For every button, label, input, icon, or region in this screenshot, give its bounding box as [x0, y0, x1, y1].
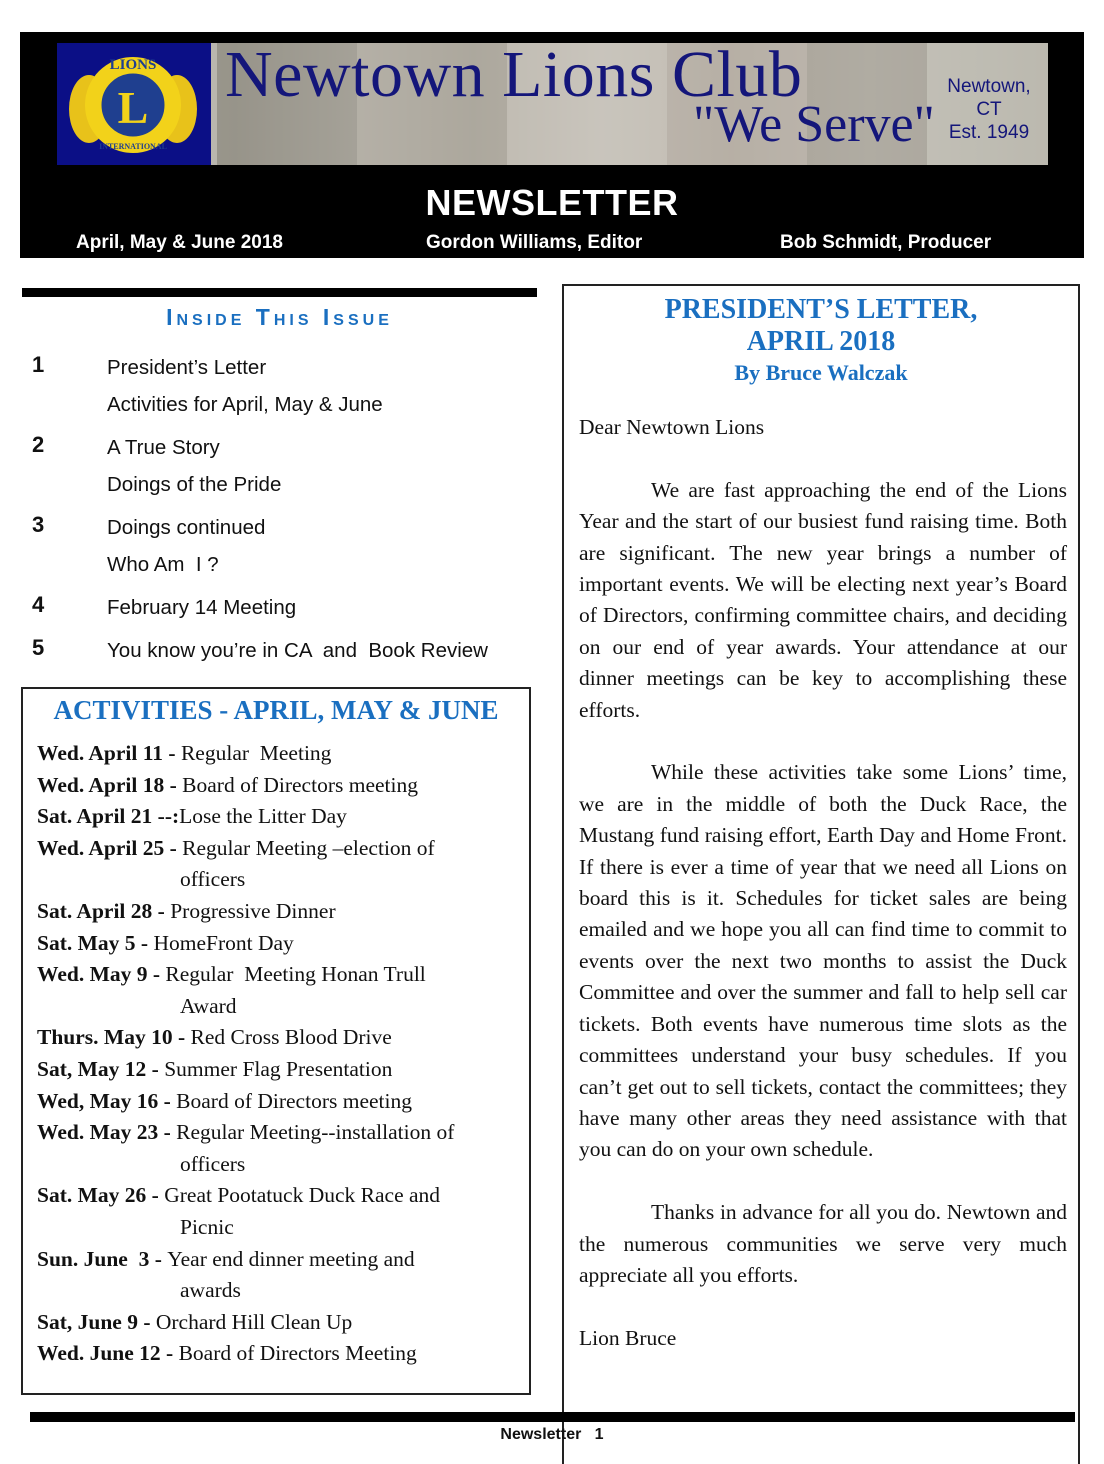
page-number: 1 — [594, 1426, 604, 1443]
activity-description: Great Pootatuck Duck Race and — [164, 1183, 441, 1208]
inside-issue-title: Inside This Issue — [166, 304, 393, 330]
activity-date: Wed. May 23 — [37, 1120, 159, 1145]
activities-title: ACTIVITIES - APRIL, MAY & JUNE — [53, 695, 499, 725]
activity-date: Wed. May 9 — [37, 962, 148, 987]
activity-separator: - — [164, 772, 183, 797]
toc-entry[interactable] — [32, 635, 537, 672]
toc-page-number: 5 — [32, 635, 45, 660]
activity-item — [37, 1307, 529, 1339]
activity-date: Sun. June 3 — [37, 1246, 150, 1271]
activity-separator: - — [160, 1341, 179, 1366]
toc-page-number: 4 — [32, 592, 45, 617]
banner-image — [57, 43, 1048, 165]
toc-item[interactable]: February 14 Meeting — [107, 596, 297, 619]
activity-date: Wed. April 18 — [37, 772, 165, 797]
letter-paragraph: While these activities take some Lions’ time, we are in the middle of both the Duck Race, the Mustang fund raising effort, Earth Day and Home Front. If there is ever a time of year that we need all Lions on board this is it. Schedules for ticket sales are being emailed and we hope you all can find time to commit to events over the next two months to assist the Duck Committee and over the summer and fall to help sell car tickets. Both events have numerous time slots as the committees understand your busy schedules. If you can’t get out to sell tickets, contact the committees; they have many other areas they need assistance with that you can do on your own schedule. — [579, 760, 1067, 1162]
location-town: Newtown, — [947, 76, 1031, 97]
editor-credit: Gordon Williams, Editor — [426, 232, 643, 253]
activity-date: Sat. April 21 — [37, 804, 153, 829]
activity-separator: - — [163, 741, 181, 765]
activity-description-continued: officers — [180, 867, 246, 892]
letter-paragraph: We are fast approaching the end of the Lions Year and the start of our busiest fund raising time. Both are significant. The new year brings a number of important events. We will be electing next year’s Board of Directors, confirming committee chairs, and deciding on our end of year awards. Your attendance at our dinner meetings can be key to accomplishing these efforts. — [579, 477, 1067, 722]
activity-date: Wed. April 11 — [37, 741, 164, 765]
activity-date: Thurs. May 10 — [37, 1025, 173, 1050]
toc-entry[interactable] — [32, 352, 537, 426]
toc-item[interactable]: A True Story — [107, 436, 220, 459]
club-motto: "We Serve" — [693, 96, 935, 153]
issue-date: April, May & June 2018 — [76, 232, 283, 253]
activity-description: Regular Meeting –election of — [182, 835, 435, 860]
activity-item — [37, 928, 529, 960]
page-footer — [0, 1426, 1104, 1444]
activity-separator: - — [158, 1120, 177, 1145]
masthead — [20, 32, 1084, 258]
logo-text-l: L — [117, 82, 149, 133]
toc-entry[interactable] — [32, 512, 537, 586]
activity-description: Regular Meeting — [180, 741, 332, 765]
activity-description-continued: awards — [180, 1278, 241, 1303]
president-letter — [562, 284, 1080, 1464]
activity-separator: - — [164, 835, 183, 860]
activity-description: Red Cross Blood Drive — [190, 1025, 392, 1050]
activity-item — [37, 833, 529, 865]
letter-title-line2: APRIL 2018 — [746, 326, 896, 357]
newsletter-title: NEWSLETTER — [425, 182, 679, 223]
activity-item — [37, 1244, 529, 1276]
activity-description: Progressive Dinner — [170, 898, 336, 923]
activity-item — [37, 1117, 529, 1149]
toc-page-number: 2 — [32, 432, 45, 457]
toc-item[interactable]: Activities for April, May & June — [107, 393, 383, 416]
activity-description: Orchard Hill Clean Up — [155, 1309, 353, 1334]
toc-item[interactable]: You know you’re in CA and Book Review — [107, 639, 488, 662]
activity-description: Board of Directors meeting — [182, 772, 418, 797]
location-established: Est. 1949 — [948, 122, 1030, 143]
activity-description-continued: officers — [180, 1151, 246, 1176]
activity-date: Wed. June 12 — [37, 1341, 161, 1366]
activity-description: Board of Directors meeting — [176, 1088, 412, 1113]
activity-item — [37, 801, 529, 833]
activity-separator: - — [152, 898, 171, 923]
activity-description: Lose the Litter Day — [179, 804, 347, 829]
letter-body — [579, 412, 1067, 1386]
activity-separator: - — [149, 1246, 168, 1271]
footer-label: Newsletter — [500, 1426, 582, 1443]
table-of-contents — [32, 352, 537, 672]
letter-signature: Lion Bruce — [579, 1325, 677, 1350]
activity-separator: - — [147, 962, 166, 987]
activity-description-continued: Award — [180, 993, 237, 1018]
activity-date: Wed, May 16 — [37, 1088, 159, 1113]
activity-item — [37, 1054, 529, 1086]
activity-item — [37, 959, 529, 991]
activity-date: Sat, May 12 — [37, 1056, 147, 1081]
section-rule — [22, 288, 537, 297]
activity-item — [37, 1022, 529, 1054]
toc-entry[interactable] — [32, 592, 537, 629]
activity-description: Regular Meeting Honan Trull — [165, 962, 426, 987]
activity-item — [37, 770, 529, 802]
producer-credit: Bob Schmidt, Producer — [780, 232, 992, 253]
activity-item — [37, 738, 529, 770]
club-location — [937, 75, 1041, 144]
activity-separator: - — [172, 1025, 191, 1050]
activity-description: Board of Directors Meeting — [178, 1341, 417, 1366]
activity-item — [37, 1180, 529, 1212]
letter-title-line1: PRESIDENT’S LETTER, — [664, 294, 978, 325]
activity-date: Sat, June 9 — [37, 1309, 138, 1334]
activity-description: Year end dinner meeting and — [167, 1246, 415, 1271]
letter-salutation: Dear Newtown Lions — [579, 415, 765, 439]
activity-separator: - — [158, 1088, 177, 1113]
footer-rule — [30, 1412, 1075, 1422]
lions-logo — [67, 49, 199, 159]
activity-separator: - — [146, 1183, 165, 1208]
activity-separator: - — [137, 1309, 156, 1334]
toc-item[interactable]: President’s Letter — [107, 356, 267, 379]
toc-page-number: 3 — [32, 512, 45, 537]
activity-date: Sat. April 28 — [37, 898, 153, 923]
club-name: Newtown Lions Club — [225, 43, 803, 111]
activity-description-continued: Picnic — [180, 1214, 234, 1239]
letter-byline: By Bruce Walczak — [734, 360, 908, 385]
activity-date: Sat. May 26 — [37, 1183, 147, 1208]
toc-item[interactable]: Who Am I ? — [107, 553, 219, 576]
activity-item — [37, 1338, 529, 1370]
toc-page-number: 1 — [32, 352, 45, 377]
activity-separator: - — [146, 1056, 165, 1081]
activity-separator: - — [135, 930, 154, 955]
activity-date: Sat. May 5 — [37, 930, 136, 955]
activity-item — [37, 896, 529, 928]
activities-box — [21, 687, 531, 1395]
activity-item — [37, 1086, 529, 1118]
location-state: CT — [976, 99, 1002, 120]
toc-entry[interactable] — [32, 432, 537, 506]
activity-separator: --: — [152, 804, 180, 829]
logo-panel — [57, 43, 211, 165]
activities-list — [37, 738, 529, 1370]
logo-text-lions: LIONS — [109, 57, 157, 73]
letter-paragraph: Thanks in advance for all you do. Newtown and the numerous communities we serve very much appreciate all you efforts. — [579, 1200, 1067, 1287]
activity-description: Regular Meeting--installation of — [176, 1120, 455, 1145]
toc-item[interactable]: Doings of the Pride — [107, 473, 282, 496]
toc-item[interactable]: Doings continued — [107, 516, 266, 539]
activity-date: Wed. April 25 — [37, 835, 165, 860]
activity-description: Summer Flag Presentation — [164, 1056, 393, 1081]
activity-description: HomeFront Day — [153, 930, 294, 955]
logo-text-international: INTERNATIONAL — [99, 142, 167, 151]
